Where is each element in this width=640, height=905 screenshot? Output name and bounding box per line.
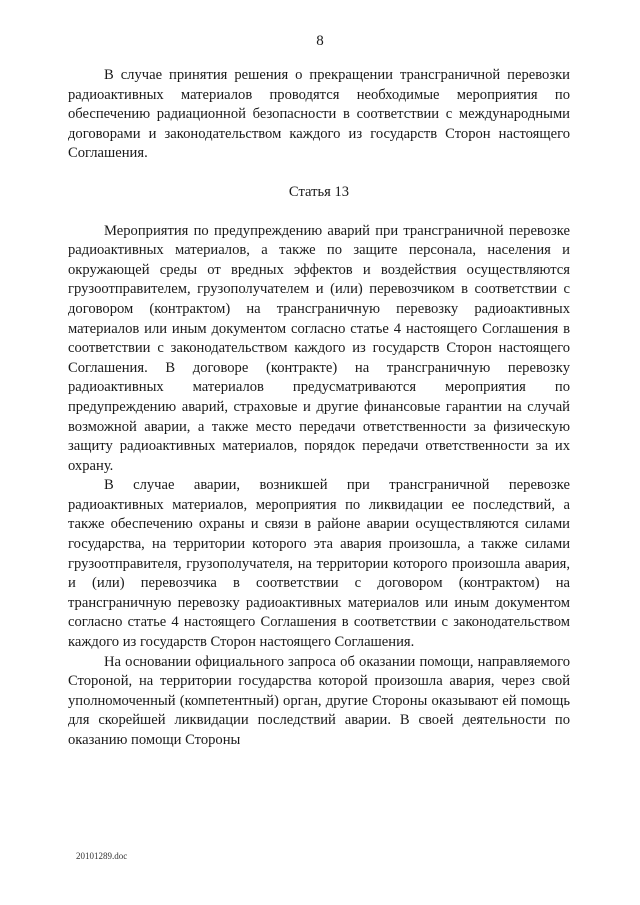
document-body xyxy=(68,66,570,751)
paragraph-prevention: Мероприятия по предупреждению аварий при трансграничной перевозке радиоактивных материалов, а также по защите персонала, населения и окружающей среды от вредных эффектов и воздействия осуществляются грузоотправителем, грузополучателем и (или) перевозчиком в соответствии с договором (контрактом) на трансграничную перевозку радиоактивных материалов или иным документом согласно статье 4 настоящего Соглашения в соответствии с законодательством каждого из государств Сторон настоящего Соглашения. В договоре (контракте) на трансграничную перевозку радиоактивных материалов предусматриваются мероприятия по предупреждению аварий, страховые и другие финансовые гарантии на случай возможной аварии, а также место передачи ответственности за физическую защиту радиоактивных материалов, порядок передачи ответственности за их охрану. xyxy=(68,222,570,474)
page-number: 8 xyxy=(316,33,324,49)
paragraph-accident: В случае аварии, возникшей при трансграничной перевозке радиоактивных материалов, мероприятия по ликвидации ее последствий, а также обеспечению охраны и связи в районе аварии осуществляются силами государства, на территории которого эта авария произошла, а также силами грузоотправителя, грузополучателя, на территории которого произошла авария, и (или) перевозчика в соответствии с договором (контрактом) на трансграничную перевозку радиоактивных материалов или иным документом согласно статье 4 настоящего Соглашения в соответствии с законодательством каждого из государств Сторон настоящего Соглашения. xyxy=(68,477,570,651)
paragraph-assistance: На основании официального запроса об оказании помощи, направляемого Стороной, на территории государства которой произошла авария, через свой уполномоченный (компетентный) орган, другие Стороны оказывают ей помощь для скорейшей ликвидации последствий аварии. В своей деятельности по оказанию помощи Стороны xyxy=(68,653,570,748)
article-heading: Статья 13 xyxy=(288,183,350,200)
file-name-footer: 20101289.doc xyxy=(76,851,128,861)
paragraph-termination: В случае принятия решения о прекращении трансграничной перевозки радиоактивных материалов проводятся необходимые мероприятия по обеспечению радиационной безопасности в соответствии с международными договорами и законодательством каждого из государств Сторон настоящего Соглашения. xyxy=(68,67,570,162)
